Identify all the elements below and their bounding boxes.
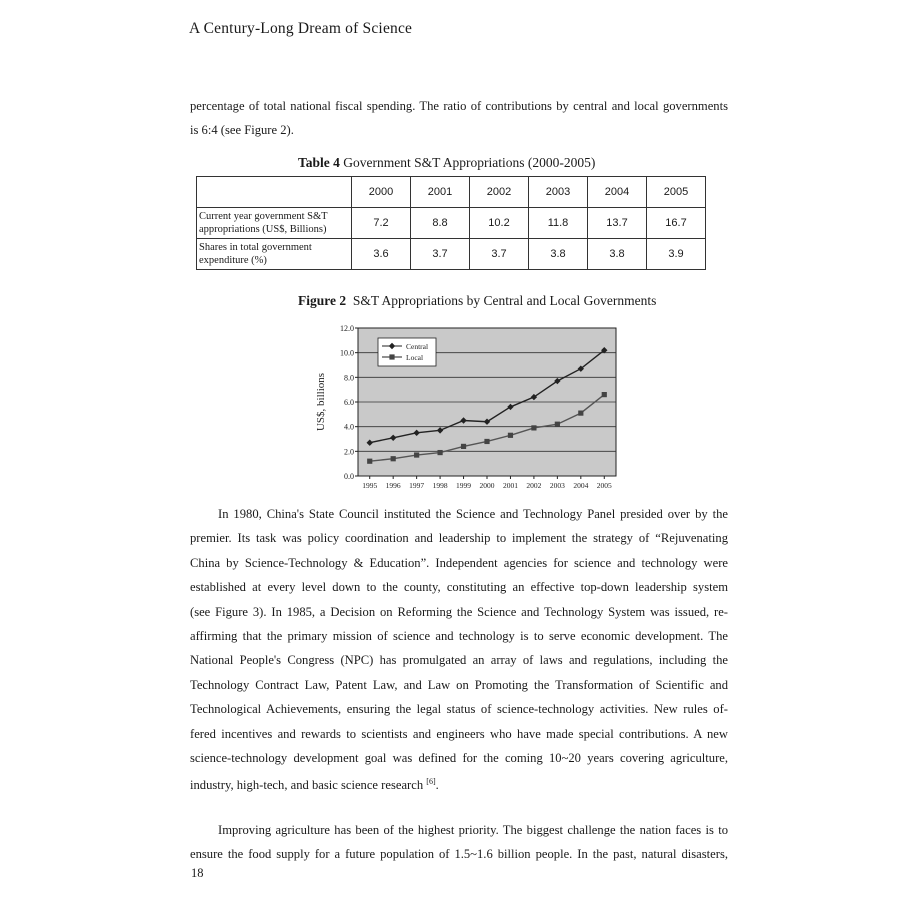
- data-point-local: [367, 459, 372, 464]
- data-point-local: [578, 411, 583, 416]
- table-cell: 3.6: [352, 239, 411, 270]
- table-year-header: 2000: [352, 177, 411, 208]
- table-year-header: 2002: [470, 177, 529, 208]
- y-axis-label: US$, billions: [315, 372, 327, 432]
- table-cell: 8.8: [411, 208, 470, 239]
- row-label-line: Current year government S&T: [199, 211, 328, 222]
- data-point-local: [437, 450, 442, 455]
- table-cell: 3.8: [529, 239, 588, 270]
- text-line: established at every level down to the county, constituting an effective top-down leadership system: [190, 580, 728, 595]
- figure-caption-label: Figure 2: [298, 293, 347, 308]
- text-line: In 1980, China's State Council instituted the Science and Technology Panel presided over by the: [218, 507, 728, 521]
- y-tick-label: 12.0: [340, 324, 354, 333]
- text-line: percentage of total national fiscal spending. The ratio of contributions by central and local governments: [190, 99, 728, 113]
- data-point-local: [531, 425, 536, 430]
- text-line: affirming that the primary mission of science and technology is to serve economic development. The: [190, 629, 728, 644]
- text-line: premier. Its task was policy coordination and leadership to implement the strategy of “Rejuvenating: [190, 531, 728, 546]
- table-year-header: 2005: [647, 177, 706, 208]
- text-line: (see Figure 3). In 1985, a Decision on Reforming the Science and Technology System was issued, re-: [190, 604, 728, 619]
- data-point-local: [391, 456, 396, 461]
- x-tick-label: 1997: [409, 481, 425, 490]
- data-point-local: [484, 439, 489, 444]
- appropriations-table: [196, 176, 706, 270]
- legend-marker: [389, 354, 394, 359]
- page-number: 18: [191, 866, 204, 880]
- data-point-local: [461, 444, 466, 449]
- x-tick-label: 2000: [479, 481, 495, 490]
- body-paragraph: [190, 818, 728, 867]
- text-line: China by Science-Technology & Education”. Independent agencies for science and technology were: [190, 555, 728, 570]
- y-tick-label: 10.0: [340, 348, 354, 358]
- line-chart: [308, 318, 638, 493]
- y-tick-label: 4.0: [344, 422, 354, 432]
- table-cell: 3.9: [647, 239, 706, 270]
- table-cell: 7.2: [352, 208, 411, 239]
- table-cell: 10.2: [470, 208, 529, 239]
- text-line: Improving agriculture has been of the highest priority. The biggest challenge the nation faces is to: [218, 823, 728, 837]
- text-line-content: industry, high-tech, and basic science research: [190, 778, 424, 793]
- x-tick-label: 1996: [385, 481, 401, 490]
- x-tick-label: 2004: [573, 481, 589, 490]
- table-row: [197, 239, 706, 270]
- y-tick-label: 8.0: [344, 373, 354, 383]
- citation-ref: [6]: [426, 777, 436, 787]
- table-caption-label: Table 4: [298, 155, 340, 170]
- body-paragraph: [190, 502, 728, 798]
- table-row: [197, 208, 706, 239]
- data-point-local: [508, 433, 513, 438]
- row-label-line: appropriations (US$, Billions): [199, 224, 327, 235]
- text-line: fered incentives and rewards to scientists and engineers who have made special contributions. A new: [190, 726, 728, 741]
- legend-label: Local: [406, 353, 424, 362]
- row-label-line: Shares in total government: [199, 242, 312, 253]
- text-line: industry, high-tech, and basic science research [6].: [190, 777, 439, 793]
- x-tick-label: 2002: [526, 481, 542, 490]
- table-caption: [298, 155, 595, 171]
- text-line: is 6:4 (see Figure 2).: [190, 123, 294, 138]
- table-cell: 3.7: [411, 239, 470, 270]
- data-point-local: [602, 392, 607, 397]
- data-point-local: [414, 452, 419, 457]
- table-cell: 13.7: [588, 208, 647, 239]
- table-row-label: [197, 239, 352, 270]
- text-line: National People's Congress (NPC) has promulgated an array of laws and regulations, including the: [190, 653, 728, 668]
- table-year-header: 2004: [588, 177, 647, 208]
- text-line: ensure the food supply for a future population of 1.5~1.6 billion people. In the past, natural disasters,: [190, 847, 728, 862]
- x-tick-label: 1998: [432, 481, 448, 490]
- figure-caption: [298, 293, 656, 309]
- row-label-line: expenditure (%): [199, 255, 267, 266]
- table-cell: 11.8: [529, 208, 588, 239]
- legend-label: Central: [406, 342, 429, 351]
- table-caption-text: Government S&T Appropriations (2000-2005): [343, 155, 596, 170]
- table-row-label: [197, 208, 352, 239]
- x-tick-label: 2003: [549, 481, 565, 490]
- table-corner-cell: [197, 177, 352, 208]
- intro-paragraph: [190, 94, 728, 143]
- text-line: Technology Contract Law, Patent Law, and Law on Promoting the Transformation of Scientific and: [190, 677, 728, 692]
- table-year-header: 2003: [529, 177, 588, 208]
- x-tick-label: 1999: [456, 481, 472, 490]
- table-cell: 3.8: [588, 239, 647, 270]
- y-tick-label: 0.0: [344, 472, 354, 481]
- table-year-header: 2001: [411, 177, 470, 208]
- data-point-local: [555, 422, 560, 427]
- x-tick-label: 1995: [362, 481, 378, 490]
- table-cell: 3.7: [470, 239, 529, 270]
- text-line: science-technology development goal was defined for the coming 10~20 years covering agriculture,: [190, 751, 728, 766]
- table-header-row: [197, 177, 706, 208]
- y-tick-label: 6.0: [344, 398, 354, 407]
- table-cell: 16.7: [647, 208, 706, 239]
- x-tick-label: 2005: [596, 481, 612, 490]
- y-tick-label: 2.0: [344, 447, 354, 457]
- figure-caption-text: S&T Appropriations by Central and Local Governments: [352, 293, 657, 308]
- text-line: Technological Achievements, ensuring the legal status of science-technology activities. New rules of-: [190, 702, 728, 717]
- x-tick-label: 2001: [502, 481, 518, 490]
- running-head: A Century-Long Dream of Science: [189, 20, 413, 37]
